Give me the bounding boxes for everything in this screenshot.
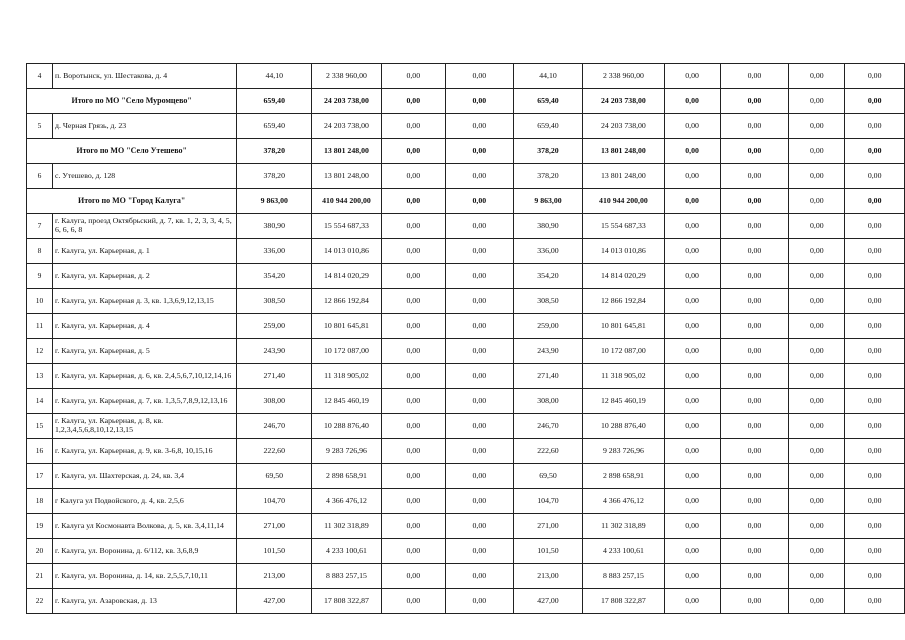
- value-cell: 0,00: [664, 564, 720, 589]
- value-cell: 0,00: [789, 539, 845, 564]
- value-cell: 0,00: [789, 439, 845, 464]
- value-cell: 0,00: [845, 164, 905, 189]
- value-cell: 0,00: [381, 239, 445, 264]
- value-cell: 0,00: [720, 289, 789, 314]
- value-cell: 0,00: [664, 214, 720, 239]
- address-cell: г. Калуга, ул. Азаровская, д. 13: [53, 589, 237, 614]
- value-cell: 4 366 476,12: [583, 489, 664, 514]
- value-cell: 243,90: [513, 339, 582, 364]
- table-row: [27, 114, 905, 139]
- value-cell: 17 808 322,87: [583, 589, 664, 614]
- address-cell: г. Калуга, ул. Карьерная, д. 8, кв. 1,2,3,4,5,6,8,10,12,13,15: [53, 414, 237, 439]
- table-row: [27, 439, 905, 464]
- value-cell: 0,00: [845, 414, 905, 439]
- value-cell: 213,00: [237, 564, 312, 589]
- row-number: 9: [27, 264, 53, 289]
- value-cell: 2 898 658,91: [312, 464, 381, 489]
- value-cell: 0,00: [720, 389, 789, 414]
- value-cell: 0,00: [720, 539, 789, 564]
- value-cell: 0,00: [381, 89, 445, 114]
- address-cell: г. Калуга, ул. Карьерная, д. 2: [53, 264, 237, 289]
- table-body: [27, 64, 905, 614]
- value-cell: 0,00: [664, 364, 720, 389]
- value-cell: 0,00: [789, 364, 845, 389]
- address-cell: г. Калуга ул Космонавта Волкова, д. 5, кв. 3,4,11,14: [53, 514, 237, 539]
- value-cell: 0,00: [664, 539, 720, 564]
- value-cell: 380,90: [237, 214, 312, 239]
- value-cell: 0,00: [445, 314, 513, 339]
- value-cell: 14 814 020,29: [312, 264, 381, 289]
- table-row: [27, 164, 905, 189]
- value-cell: 0,00: [381, 289, 445, 314]
- value-cell: 378,20: [513, 139, 582, 164]
- value-cell: 0,00: [381, 139, 445, 164]
- table-row: [27, 289, 905, 314]
- value-cell: 0,00: [445, 339, 513, 364]
- value-cell: 0,00: [664, 89, 720, 114]
- value-cell: 0,00: [381, 314, 445, 339]
- value-cell: 0,00: [445, 564, 513, 589]
- value-cell: 9 863,00: [513, 189, 582, 214]
- value-cell: 0,00: [845, 464, 905, 489]
- value-cell: 9 283 726,96: [312, 439, 381, 464]
- row-number: 13: [27, 364, 53, 389]
- value-cell: 0,00: [720, 589, 789, 614]
- value-cell: 0,00: [720, 239, 789, 264]
- value-cell: 24 203 738,00: [312, 89, 381, 114]
- value-cell: 0,00: [720, 339, 789, 364]
- value-cell: 0,00: [845, 264, 905, 289]
- value-cell: 4 366 476,12: [312, 489, 381, 514]
- subtotal-row: [27, 89, 905, 114]
- value-cell: 243,90: [237, 339, 312, 364]
- value-cell: 13 801 248,00: [312, 164, 381, 189]
- value-cell: 0,00: [445, 214, 513, 239]
- value-cell: 246,70: [237, 414, 312, 439]
- row-number: 15: [27, 414, 53, 439]
- value-cell: 10 801 645,81: [583, 314, 664, 339]
- value-cell: 0,00: [789, 414, 845, 439]
- address-cell: г. Калуга, ул. Карьерная д. 3, кв. 1,3,6,9,12,13,15: [53, 289, 237, 314]
- value-cell: 8 883 257,15: [312, 564, 381, 589]
- table-row: [27, 464, 905, 489]
- value-cell: 13 801 248,00: [312, 139, 381, 164]
- value-cell: 336,00: [237, 239, 312, 264]
- value-cell: 0,00: [720, 139, 789, 164]
- address-cell: г. Калуга, ул. Карьерная, д. 4: [53, 314, 237, 339]
- value-cell: 69,50: [513, 464, 582, 489]
- row-number: 5: [27, 114, 53, 139]
- address-cell: г. Калуга, ул. Воронина, д. 14, кв. 2,5,5,7,10,11: [53, 564, 237, 589]
- value-cell: 0,00: [381, 514, 445, 539]
- value-cell: 15 554 687,33: [583, 214, 664, 239]
- value-cell: 0,00: [720, 189, 789, 214]
- value-cell: 0,00: [720, 214, 789, 239]
- value-cell: 12 866 192,84: [583, 289, 664, 314]
- value-cell: 0,00: [720, 514, 789, 539]
- value-cell: 0,00: [664, 264, 720, 289]
- value-cell: 4 233 100,61: [583, 539, 664, 564]
- table-row: [27, 214, 905, 239]
- value-cell: 2 898 658,91: [583, 464, 664, 489]
- value-cell: 378,20: [237, 164, 312, 189]
- value-cell: 13 801 248,00: [583, 164, 664, 189]
- value-cell: 0,00: [381, 589, 445, 614]
- subtotal-row: [27, 139, 905, 164]
- value-cell: 0,00: [381, 264, 445, 289]
- value-cell: 0,00: [789, 164, 845, 189]
- value-cell: 0,00: [381, 439, 445, 464]
- value-cell: 0,00: [789, 339, 845, 364]
- value-cell: 0,00: [664, 64, 720, 89]
- value-cell: 69,50: [237, 464, 312, 489]
- value-cell: 0,00: [664, 464, 720, 489]
- value-cell: 0,00: [720, 464, 789, 489]
- value-cell: 14 013 010,86: [312, 239, 381, 264]
- value-cell: 259,00: [237, 314, 312, 339]
- value-cell: 0,00: [445, 589, 513, 614]
- value-cell: 0,00: [720, 489, 789, 514]
- value-cell: 0,00: [664, 414, 720, 439]
- value-cell: 0,00: [445, 239, 513, 264]
- value-cell: 8 883 257,15: [583, 564, 664, 589]
- value-cell: 659,40: [513, 114, 582, 139]
- value-cell: 0,00: [445, 489, 513, 514]
- value-cell: 0,00: [789, 139, 845, 164]
- value-cell: 0,00: [664, 239, 720, 264]
- row-number: 14: [27, 389, 53, 414]
- value-cell: 0,00: [845, 364, 905, 389]
- value-cell: 44,10: [513, 64, 582, 89]
- value-cell: 0,00: [720, 564, 789, 589]
- value-cell: 336,00: [513, 239, 582, 264]
- value-cell: 0,00: [789, 239, 845, 264]
- value-cell: 0,00: [845, 489, 905, 514]
- value-cell: 12 845 460,19: [583, 389, 664, 414]
- value-cell: 24 203 738,00: [583, 89, 664, 114]
- value-cell: 0,00: [445, 389, 513, 414]
- value-cell: 0,00: [381, 489, 445, 514]
- value-cell: 0,00: [845, 314, 905, 339]
- value-cell: 427,00: [513, 589, 582, 614]
- value-cell: 0,00: [664, 589, 720, 614]
- table-row: [27, 589, 905, 614]
- value-cell: 0,00: [664, 139, 720, 164]
- value-cell: 13 801 248,00: [583, 139, 664, 164]
- value-cell: 24 203 738,00: [583, 114, 664, 139]
- value-cell: 0,00: [845, 539, 905, 564]
- value-cell: 10 172 087,00: [312, 339, 381, 364]
- value-cell: 0,00: [845, 564, 905, 589]
- value-cell: 0,00: [845, 239, 905, 264]
- value-cell: 104,70: [237, 489, 312, 514]
- value-cell: 0,00: [664, 189, 720, 214]
- row-number: 20: [27, 539, 53, 564]
- table-row: [27, 489, 905, 514]
- value-cell: 659,40: [513, 89, 582, 114]
- value-cell: 14 814 020,29: [583, 264, 664, 289]
- value-cell: 2 338 960,00: [312, 64, 381, 89]
- value-cell: 10 172 087,00: [583, 339, 664, 364]
- value-cell: 17 808 322,87: [312, 589, 381, 614]
- value-cell: 0,00: [789, 89, 845, 114]
- value-cell: 0,00: [445, 264, 513, 289]
- value-cell: 0,00: [789, 264, 845, 289]
- value-cell: 10 288 876,40: [312, 414, 381, 439]
- value-cell: 10 288 876,40: [583, 414, 664, 439]
- value-cell: 12 866 192,84: [312, 289, 381, 314]
- value-cell: 0,00: [789, 64, 845, 89]
- value-cell: 0,00: [845, 139, 905, 164]
- value-cell: 0,00: [664, 289, 720, 314]
- table-row: [27, 314, 905, 339]
- value-cell: 11 302 318,89: [583, 514, 664, 539]
- value-cell: 101,50: [237, 539, 312, 564]
- value-cell: 0,00: [381, 64, 445, 89]
- value-cell: 0,00: [381, 464, 445, 489]
- value-cell: 0,00: [381, 539, 445, 564]
- subtotal-label: Итого по МО "Город Калуга": [27, 189, 237, 214]
- value-cell: 10 801 645,81: [312, 314, 381, 339]
- value-cell: 0,00: [381, 389, 445, 414]
- value-cell: 0,00: [381, 164, 445, 189]
- address-cell: г. Калуга, ул. Карьерная, д. 7, кв. 1,3,5,7,8,9,12,13,16: [53, 389, 237, 414]
- value-cell: 354,20: [513, 264, 582, 289]
- value-cell: 0,00: [789, 214, 845, 239]
- table-row: [27, 339, 905, 364]
- value-cell: 0,00: [445, 414, 513, 439]
- value-cell: 0,00: [720, 89, 789, 114]
- value-cell: 0,00: [381, 214, 445, 239]
- value-cell: 0,00: [445, 439, 513, 464]
- value-cell: 0,00: [445, 139, 513, 164]
- value-cell: 0,00: [381, 114, 445, 139]
- table-row: [27, 514, 905, 539]
- address-cell: г. Калуга, ул. Карьерная, д. 5: [53, 339, 237, 364]
- value-cell: 0,00: [720, 314, 789, 339]
- value-cell: 308,00: [237, 389, 312, 414]
- value-cell: 0,00: [664, 314, 720, 339]
- value-cell: 0,00: [789, 564, 845, 589]
- table-row: [27, 239, 905, 264]
- value-cell: 308,50: [513, 289, 582, 314]
- row-number: 12: [27, 339, 53, 364]
- value-cell: 14 013 010,86: [583, 239, 664, 264]
- value-cell: 0,00: [445, 64, 513, 89]
- value-cell: 0,00: [789, 464, 845, 489]
- value-cell: 0,00: [445, 164, 513, 189]
- value-cell: 0,00: [381, 564, 445, 589]
- value-cell: 4 233 100,61: [312, 539, 381, 564]
- value-cell: 378,20: [513, 164, 582, 189]
- value-cell: 0,00: [664, 439, 720, 464]
- value-cell: 0,00: [845, 514, 905, 539]
- value-cell: 380,90: [513, 214, 582, 239]
- row-number: 18: [27, 489, 53, 514]
- value-cell: 0,00: [381, 339, 445, 364]
- value-cell: 0,00: [789, 189, 845, 214]
- value-cell: 271,00: [513, 514, 582, 539]
- value-cell: 101,50: [513, 539, 582, 564]
- value-cell: 0,00: [845, 289, 905, 314]
- value-cell: 12 845 460,19: [312, 389, 381, 414]
- value-cell: 354,20: [237, 264, 312, 289]
- value-cell: 0,00: [664, 489, 720, 514]
- value-cell: 0,00: [789, 389, 845, 414]
- address-cell: г. Калуга, ул. Карьерная, д. 9, кв. 3-6,8, 10,15,16: [53, 439, 237, 464]
- value-cell: 0,00: [845, 214, 905, 239]
- address-cell: с. Утешево, д. 128: [53, 164, 237, 189]
- table-row: [27, 64, 905, 89]
- value-cell: 0,00: [445, 514, 513, 539]
- value-cell: 0,00: [789, 289, 845, 314]
- address-cell: г. Калуга, ул. Карьерная, д. 1: [53, 239, 237, 264]
- table-row: [27, 264, 905, 289]
- value-cell: 0,00: [789, 589, 845, 614]
- value-cell: 271,40: [513, 364, 582, 389]
- value-cell: 410 944 200,00: [312, 189, 381, 214]
- subtotal-label: Итого по МО "Село Муромцево": [27, 89, 237, 114]
- value-cell: 0,00: [664, 114, 720, 139]
- value-cell: 410 944 200,00: [583, 189, 664, 214]
- row-number: 11: [27, 314, 53, 339]
- address-cell: г. Калуга, проезд Октябрьский, д. 7, кв. 1, 2, 3, 3, 4, 5, 6, 6, 6, 8: [53, 214, 237, 239]
- value-cell: 659,40: [237, 89, 312, 114]
- subtotal-row: [27, 189, 905, 214]
- row-number: 17: [27, 464, 53, 489]
- value-cell: 11 302 318,89: [312, 514, 381, 539]
- table-row: [27, 389, 905, 414]
- housing-program-table: [26, 63, 905, 614]
- value-cell: 11 318 905,02: [312, 364, 381, 389]
- address-cell: г Калуга ул Подвойского, д. 4, кв. 2,5,6: [53, 489, 237, 514]
- value-cell: 0,00: [445, 89, 513, 114]
- value-cell: 0,00: [381, 414, 445, 439]
- row-number: 19: [27, 514, 53, 539]
- address-cell: г. Калуга, ул. Карьерная, д. 6, кв. 2,4,5,6,7,10,12,14,16: [53, 364, 237, 389]
- value-cell: 222,60: [513, 439, 582, 464]
- value-cell: 0,00: [845, 389, 905, 414]
- value-cell: 104,70: [513, 489, 582, 514]
- row-number: 6: [27, 164, 53, 189]
- value-cell: 0,00: [845, 89, 905, 114]
- row-number: 10: [27, 289, 53, 314]
- value-cell: 0,00: [845, 339, 905, 364]
- value-cell: 0,00: [445, 364, 513, 389]
- value-cell: 0,00: [720, 414, 789, 439]
- value-cell: 0,00: [445, 114, 513, 139]
- value-cell: 0,00: [381, 189, 445, 214]
- value-cell: 0,00: [720, 164, 789, 189]
- row-number: 4: [27, 64, 53, 89]
- value-cell: 0,00: [381, 364, 445, 389]
- value-cell: 0,00: [789, 514, 845, 539]
- value-cell: 222,60: [237, 439, 312, 464]
- value-cell: 24 203 738,00: [312, 114, 381, 139]
- address-cell: п. Воротынск, ул. Шестакова, д. 4: [53, 64, 237, 89]
- row-number: 8: [27, 239, 53, 264]
- address-cell: г. Калуга, ул. Воронина, д. 6/112, кв. 3,6,8,9: [53, 539, 237, 564]
- row-number: 7: [27, 214, 53, 239]
- value-cell: 0,00: [720, 364, 789, 389]
- value-cell: 259,00: [513, 314, 582, 339]
- value-cell: 0,00: [845, 64, 905, 89]
- value-cell: 0,00: [789, 314, 845, 339]
- row-number: 21: [27, 564, 53, 589]
- value-cell: 0,00: [845, 189, 905, 214]
- value-cell: 0,00: [720, 64, 789, 89]
- value-cell: 213,00: [513, 564, 582, 589]
- table-row: [27, 539, 905, 564]
- value-cell: 308,50: [237, 289, 312, 314]
- value-cell: 0,00: [720, 114, 789, 139]
- value-cell: 0,00: [664, 389, 720, 414]
- value-cell: 9 283 726,96: [583, 439, 664, 464]
- value-cell: 271,40: [237, 364, 312, 389]
- value-cell: 0,00: [664, 164, 720, 189]
- value-cell: 0,00: [720, 264, 789, 289]
- value-cell: 0,00: [789, 489, 845, 514]
- value-cell: 0,00: [664, 339, 720, 364]
- address-cell: д. Черная Грязь, д. 23: [53, 114, 237, 139]
- value-cell: 9 863,00: [237, 189, 312, 214]
- value-cell: 427,00: [237, 589, 312, 614]
- value-cell: 0,00: [664, 514, 720, 539]
- row-number: 22: [27, 589, 53, 614]
- subtotal-label: Итого по МО "Село Утешево": [27, 139, 237, 164]
- value-cell: 659,40: [237, 114, 312, 139]
- value-cell: 0,00: [445, 289, 513, 314]
- address-cell: г. Калуга, ул. Шахтерская, д. 24, кв. 3,4: [53, 464, 237, 489]
- value-cell: 0,00: [845, 114, 905, 139]
- value-cell: 308,00: [513, 389, 582, 414]
- value-cell: 0,00: [720, 439, 789, 464]
- value-cell: 11 318 905,02: [583, 364, 664, 389]
- table-row: [27, 564, 905, 589]
- value-cell: 0,00: [789, 114, 845, 139]
- value-cell: 378,20: [237, 139, 312, 164]
- table-row: [27, 414, 905, 439]
- value-cell: 0,00: [445, 189, 513, 214]
- value-cell: 0,00: [845, 589, 905, 614]
- value-cell: 246,70: [513, 414, 582, 439]
- row-number: 16: [27, 439, 53, 464]
- value-cell: 0,00: [445, 464, 513, 489]
- value-cell: 271,00: [237, 514, 312, 539]
- value-cell: 2 338 960,00: [583, 64, 664, 89]
- value-cell: 44,10: [237, 64, 312, 89]
- value-cell: 15 554 687,33: [312, 214, 381, 239]
- value-cell: 0,00: [445, 539, 513, 564]
- table-row: [27, 364, 905, 389]
- document-page: [26, 63, 905, 614]
- value-cell: 0,00: [845, 439, 905, 464]
